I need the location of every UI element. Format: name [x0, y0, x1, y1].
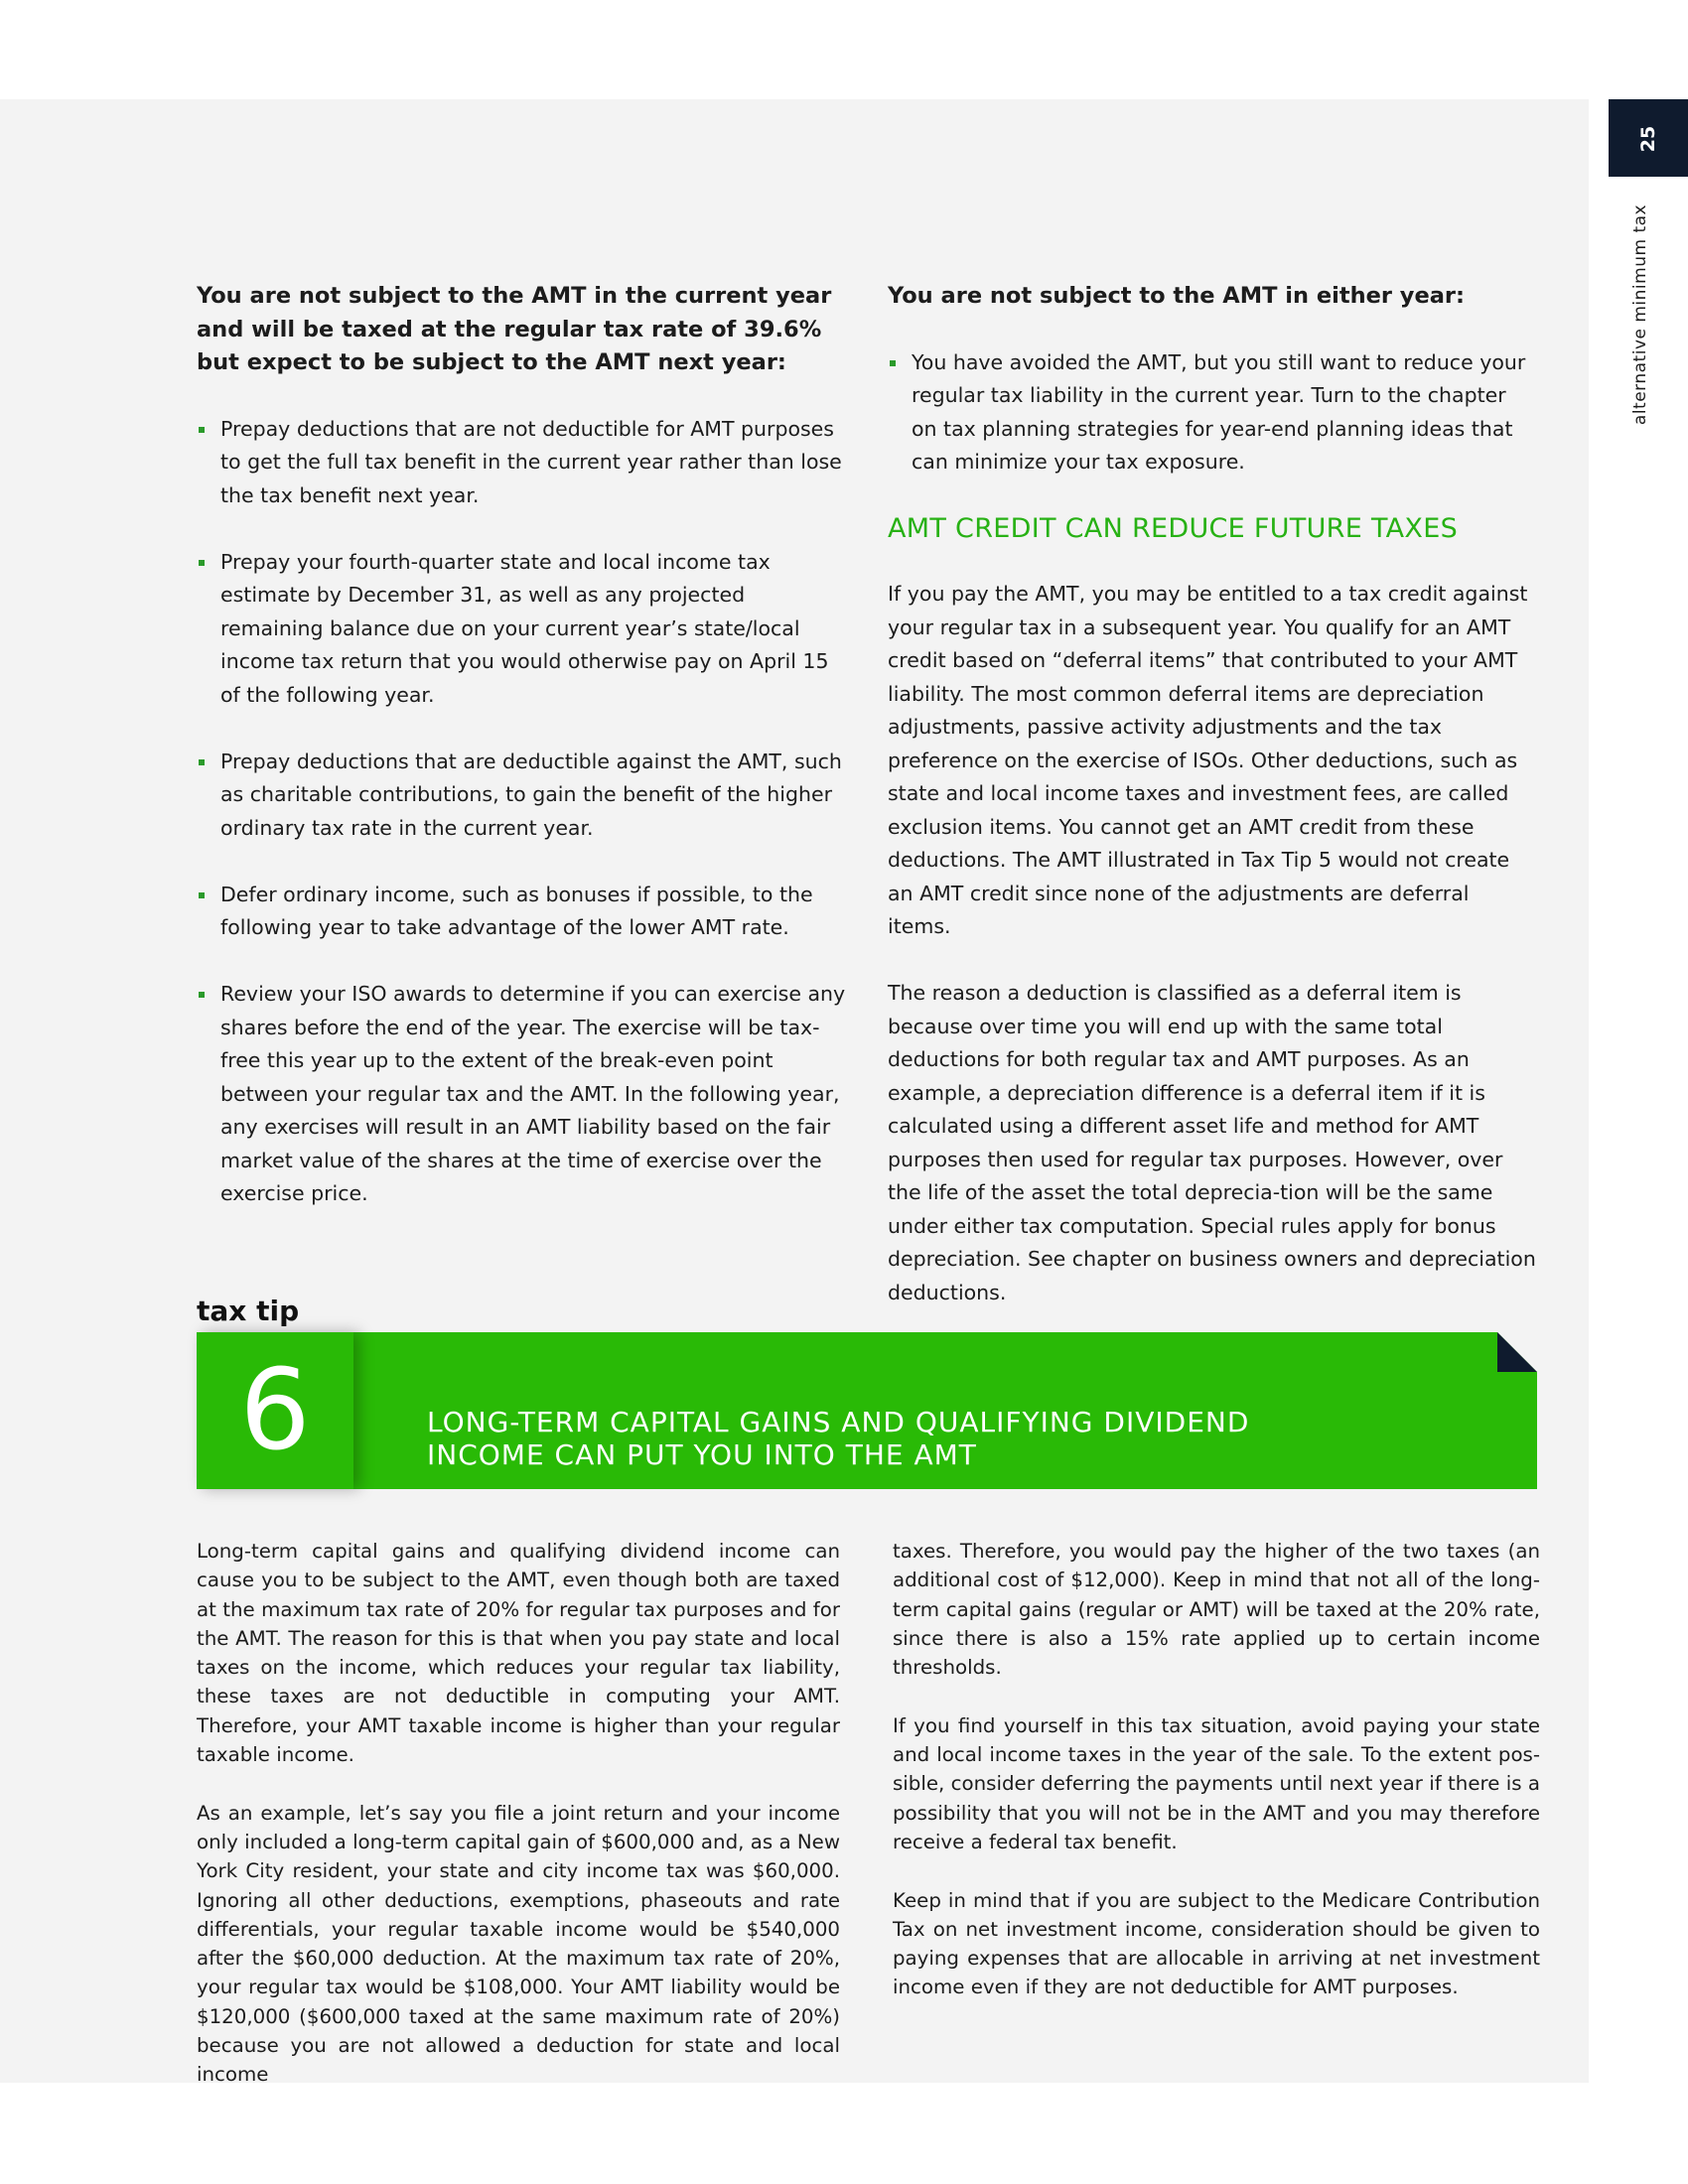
tax-tip-paragraph: taxes. Therefore, you would pay the higher of the two taxes (an additional cost of $12,000). Keep in mind that not all of the long-term capital gains (regular or AMT) will be taxed at the 20% rate, since there is also a 15% rate applied up to certain income thresholds. — [893, 1540, 1540, 1680]
bullet-square-icon — [890, 360, 896, 366]
bullet-square-icon — [199, 560, 205, 566]
page-number-tab — [1609, 99, 1688, 177]
bullet-square-icon — [199, 892, 205, 898]
list-item: You have avoided the AMT, but you still want to reduce your regular tax liability in the current year. Turn to the chapter on tax planning strategies for year-end planning ideas that can minimize your tax exposure. — [888, 346, 1537, 479]
list-item: Prepay deductions that are deductible against the AMT, such as charitable contributions, to gain the benefit of the higher ordinary tax rate in the current year. — [197, 746, 847, 846]
tax-tip-title-line-2: INCOME CAN PUT YOU INTO THE AMT — [427, 1438, 977, 1471]
tax-tip-title — [427, 1406, 1420, 1471]
tax-tip-label: tax tip — [197, 1295, 300, 1327]
left-lead-heading: You are not subject to the AMT in the current year and will be taxed at the regular tax rate of 39.6% but expect to be subject to the AMT next year: — [197, 283, 832, 375]
tax-tip-left-column — [197, 1537, 840, 2118]
chapter-label-text: alternative minimum tax — [1630, 204, 1650, 426]
tax-tip-banner — [197, 1332, 1537, 1489]
list-item: Review your ISO awards to determine if you can exercise any shares before the end of the year. The exercise will be tax-free this year up to the extent of the break-even point between your regular tax and the AMT. In the following year, any exercises will result in an AMT liability based on the fair market value of the shares at the time of exercise over the exercise price. — [197, 978, 847, 1211]
right-column — [888, 280, 1537, 1343]
left-bullet-list — [197, 413, 847, 1211]
bullet-square-icon — [199, 427, 205, 433]
tax-tip-paragraph: As an example, let’s say you file a joint return and your income only included a long-term capital gain of $600,000 and, as a New York City resident, your state and city income tax was $60,000. Ignoring all other deductions, exemptions, phaseouts and rate differentials, your regular taxable income would be $540,000 after the $60,000 deduction. At the maximum tax rate of 20%, your regular tax would be $108,000. Your AMT liability would be $120,000 ($600,000 taxed at the same maximum rate of 20%) because you are not allowed a deduction for state and local income — [197, 1801, 840, 2087]
right-lead-heading: You are not subject to the AMT in either year: — [888, 283, 1465, 309]
tax-tip-paragraph: Keep in mind that if you are subject to the Medicare Contribution Tax on net investment income, consideration should be given to paying expenses that are allocable in arriving at net investment income even if they are not deductible for AMT purposes. — [893, 1888, 1540, 1999]
list-item: Defer ordinary income, such as bonuses if possible, to the following year to take advantage of the lower AMT rate. — [197, 879, 847, 945]
bullet-square-icon — [199, 992, 205, 998]
bullet-square-icon — [199, 759, 205, 765]
tax-tip-number-box — [197, 1332, 353, 1489]
list-item: Prepay deductions that are not deductible for AMT purposes to get the full tax benefit in the current year rather than lose the tax benefit next year. — [197, 413, 847, 513]
right-bullet-list — [888, 346, 1537, 479]
folded-corner-icon — [1497, 1332, 1537, 1372]
tax-tip-right-column — [893, 1537, 1540, 2031]
tax-tip-number: 6 — [239, 1346, 311, 1475]
list-item: Prepay your fourth-quarter state and local income tax estimate by December 31, as well as any projected remaining balance due on your current year’s state/local income tax return that you would otherwise pay on April 15 of the following year. — [197, 546, 847, 713]
chapter-side-label — [1628, 194, 1652, 437]
amt-credit-heading: AMT CREDIT CAN REDUCE FUTURE TAXES — [888, 513, 1459, 544]
tax-tip-paragraph: Long-term capital gains and qualifying dividend income can cause you to be subject to the AMT, even though both are taxed at the maximum tax rate of 20% for regular tax purposes and for the AMT. The reason for this is that when you pay state and local taxes on the income, which reduces your regular tax liability, these taxes are not deductible in computing your AMT. Therefore, your AMT taxable income is higher than your regular taxable income. — [197, 1540, 840, 1767]
tax-tip-title-line-1: LONG-TERM CAPITAL GAINS AND QUALIFYING DIVIDEND — [427, 1406, 1250, 1438]
deferral-item-paragraph: The reason a deduction is classified as a deferral item is because over time you will end up with the same total deductions for both regular tax and AMT purposes. As an example, a depreciation difference is a deferral item if it is calculated using a different asset life and method for AMT purposes then used for regular tax purposes. However, over the life of the asset the total deprecia-tion will be the same under either tax computation. Special rules apply for bonus depreciation. See chapter on business owners and depreciation deductions. — [888, 981, 1536, 1304]
page-number: 25 — [1637, 125, 1659, 153]
left-column — [197, 280, 847, 1244]
amt-credit-paragraph: If you pay the AMT, you may be entitled to a tax credit against your regular tax in a subsequent year. You qualify for an AMT credit based on “deferral items” that contributed to your AMT liability. The most common deferral items are depreciation adjustments, passive activity adjustments and the tax preference on the exercise of ISOs. Other deductions, such as state and local income taxes and investment fees, are called exclusion items. You cannot get an AMT credit from these deductions. The AMT illustrated in Tax Tip 5 would not create an AMT credit since none of the adjustments are deferral items. — [888, 582, 1528, 938]
tax-tip-paragraph: If you find yourself in this tax situation, avoid paying your state and local income taxes in the year of the sale. To the extent pos-sible, consider deferring the payments until next year if there is a possibility that you will not be in the AMT and you may therefore receive a federal tax benefit. — [893, 1713, 1540, 1853]
